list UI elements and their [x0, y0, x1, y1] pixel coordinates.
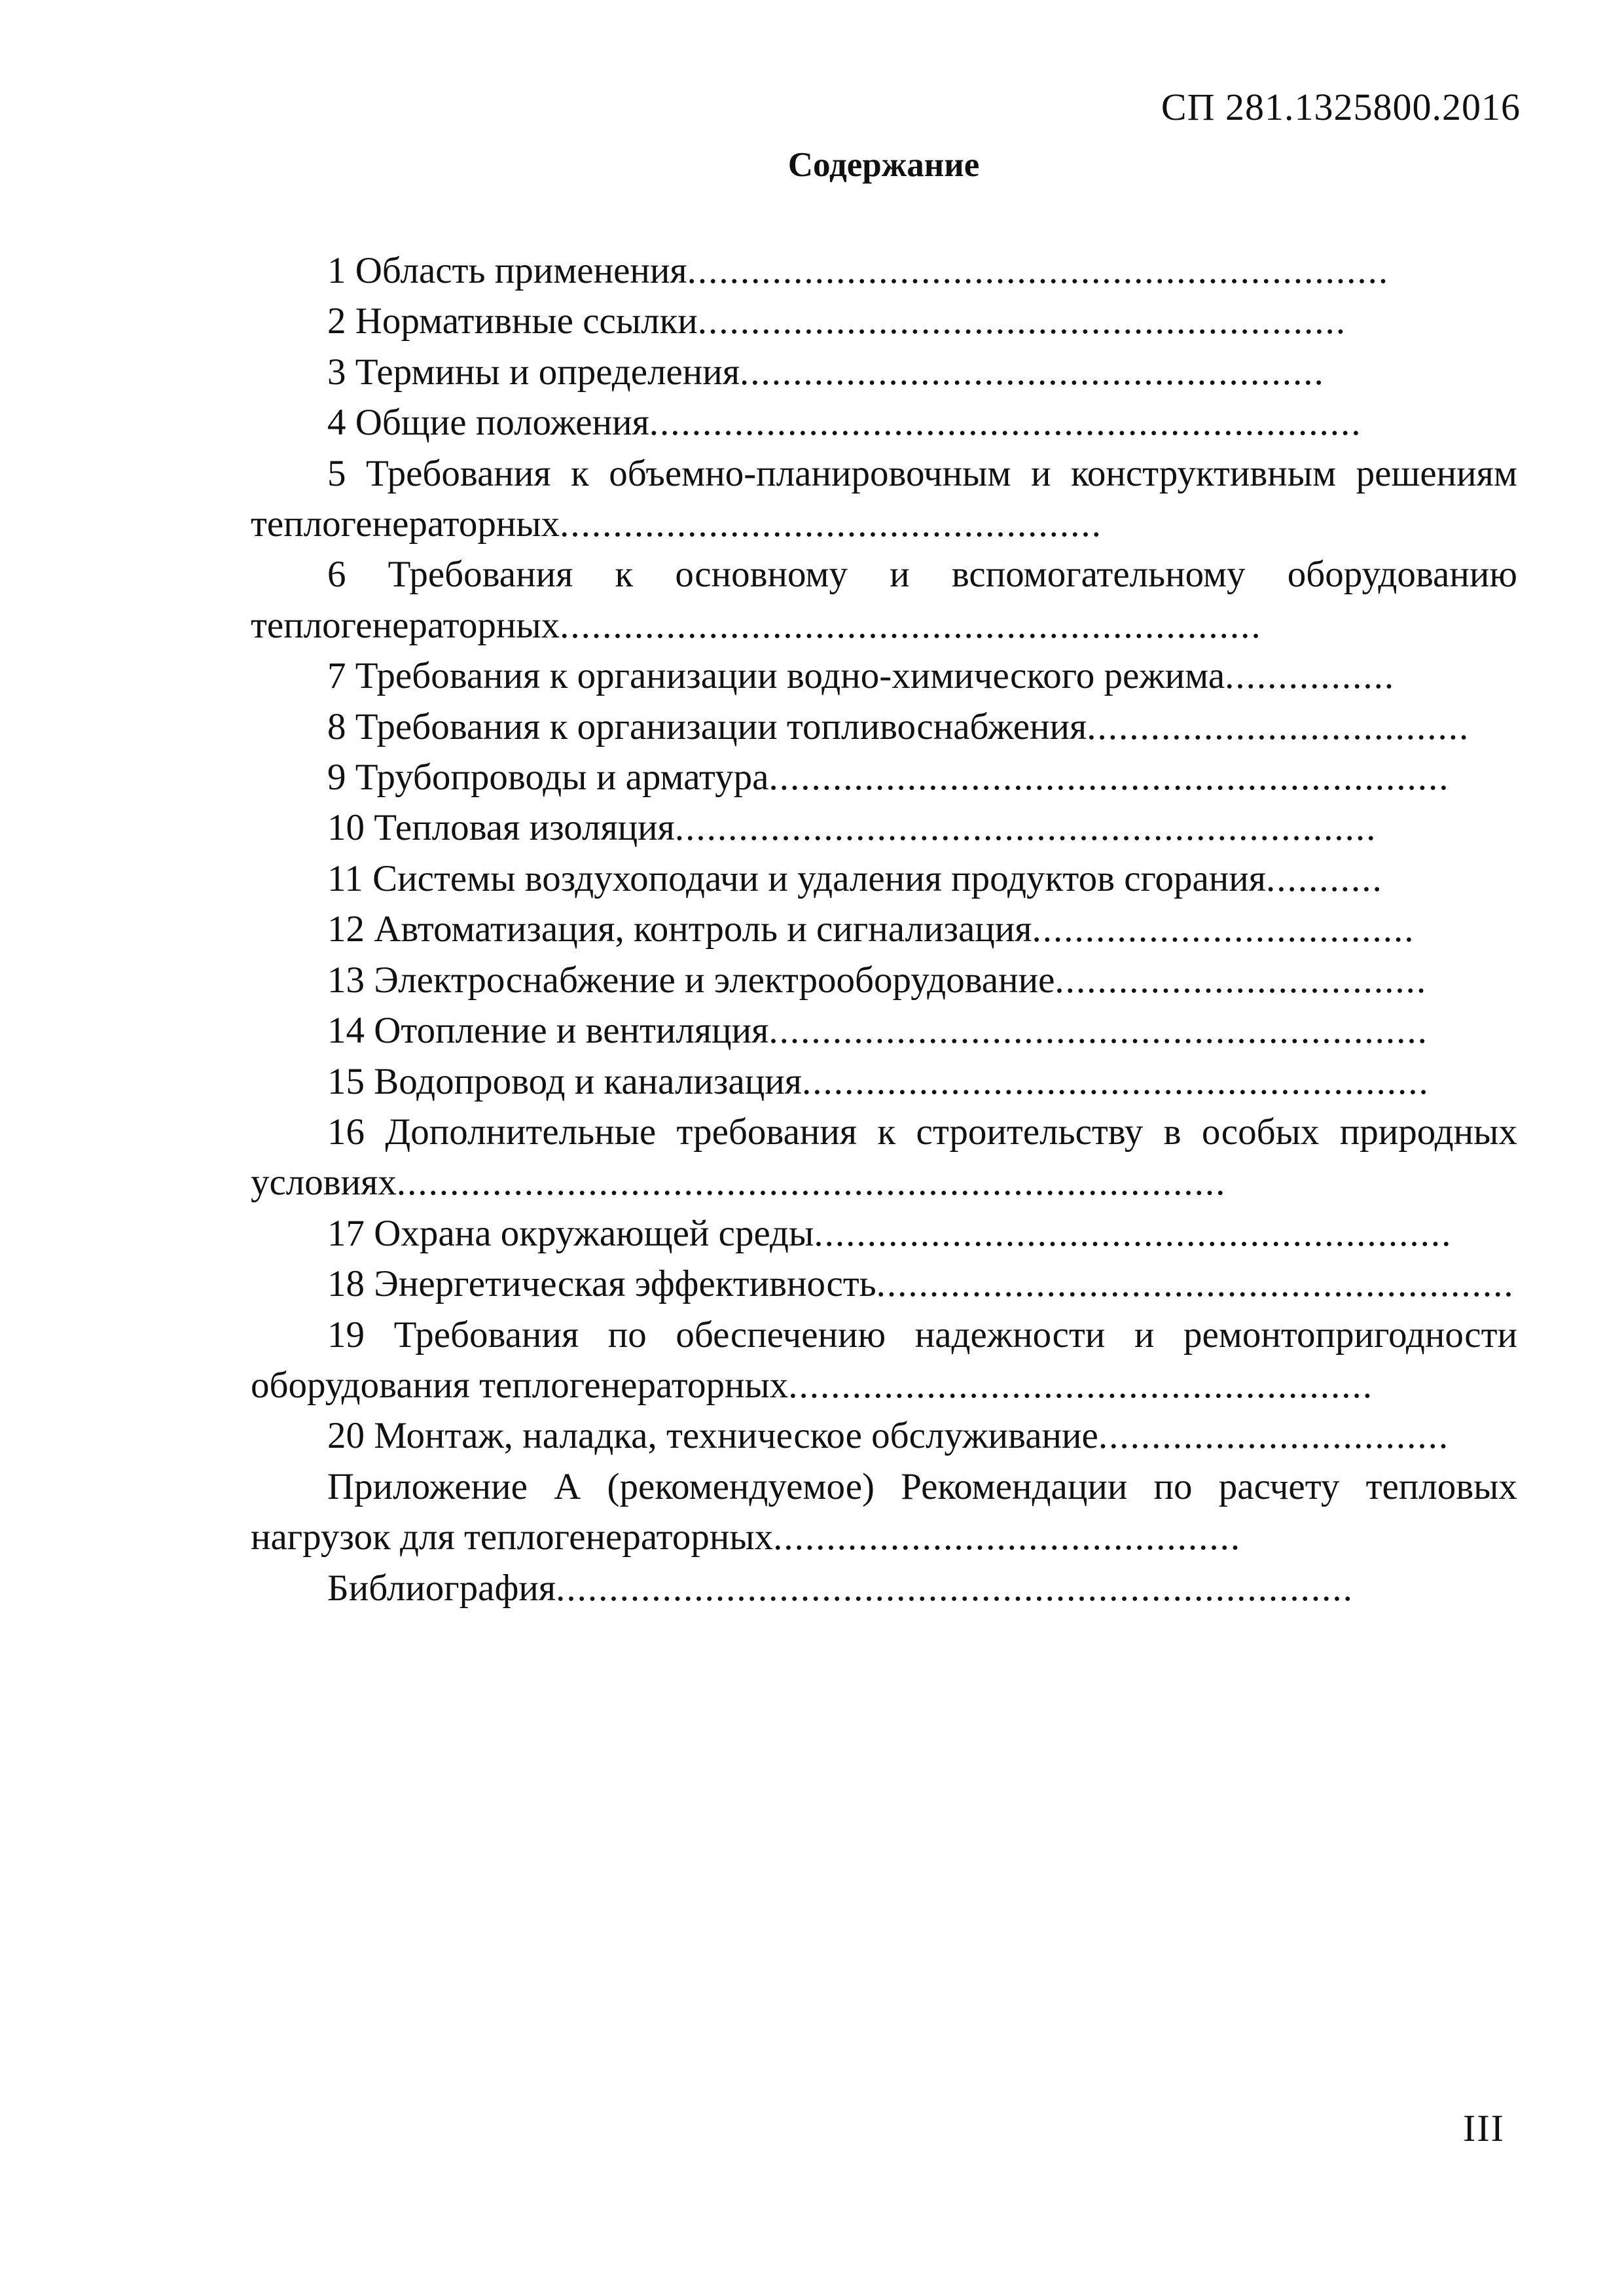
leader-dots: ................................................................... [649, 402, 1362, 444]
toc-item-title [251, 1563, 1517, 1613]
toc-item-title [251, 397, 1517, 448]
toc-item-title [251, 245, 1517, 296]
toc-word: Требования [388, 554, 573, 596]
toc-item-title [251, 702, 1517, 752]
toc-word: Рекомендации [901, 1465, 1128, 1507]
toc-item-title [251, 853, 1517, 904]
toc-item[interactable] [251, 853, 1517, 904]
leader-dots: ................................................................ [768, 757, 1450, 798]
toc-word: 19 [327, 1314, 365, 1355]
toc-item[interactable] [251, 347, 1517, 397]
toc-item-title [251, 802, 1517, 853]
toc-item[interactable] [251, 1259, 1517, 1309]
toc-item-title [251, 1208, 1517, 1259]
toc-word: оборудованию [1287, 554, 1517, 596]
toc-word: особых [1201, 1111, 1320, 1153]
toc-item[interactable] [251, 1107, 1517, 1208]
toc-item-continuation [251, 600, 1517, 651]
toc-word: к [615, 554, 634, 596]
toc-item-text: 17 Охрана окружающей среды [327, 1212, 814, 1254]
leader-dots: .............................................................. [768, 1010, 1428, 1052]
leader-dots: ........................................................................... [556, 1567, 1354, 1609]
toc-item[interactable] [251, 1310, 1517, 1411]
toc-item-title [251, 296, 1517, 346]
toc-word: по [607, 1314, 647, 1355]
toc-item-title [251, 549, 1517, 600]
toc-word: вспомогательному [951, 554, 1246, 596]
leader-dots: ....................................................... [788, 1364, 1374, 1406]
toc-item[interactable] [251, 1462, 1517, 1563]
toc-item[interactable] [251, 1005, 1517, 1056]
toc-item-title [251, 1005, 1517, 1056]
toc-item-title [251, 1107, 1517, 1157]
toc-item[interactable] [251, 1056, 1517, 1107]
document-code: СП 281.1325800.2016 [1161, 86, 1521, 128]
toc-item-title [251, 1310, 1517, 1360]
toc-item-title [251, 1259, 1517, 1309]
toc-item-title [251, 448, 1517, 499]
toc-word: основному [675, 554, 848, 596]
toc-item[interactable] [251, 955, 1517, 1005]
toc-item-title [251, 1056, 1517, 1107]
toc-item-continuation [251, 499, 1517, 549]
toc-word: и [1134, 1314, 1155, 1355]
toc-item[interactable] [251, 752, 1517, 802]
toc-word: решениям [1356, 452, 1517, 494]
toc-word: и [890, 554, 910, 596]
toc-item-text: 20 Монтаж, наладка, техническое обслуживание [327, 1415, 1098, 1457]
toc-word: строительству [916, 1111, 1144, 1153]
toc-continuation-text: оборудования теплогенераторных [251, 1364, 789, 1406]
toc-item-text: 9 Трубопроводы и арматура [327, 757, 769, 798]
toc-item-text: 3 Термины и определения [327, 351, 740, 393]
toc-item-continuation [251, 1360, 1517, 1410]
toc-continuation-text: нагрузок для теплогенераторных [251, 1516, 774, 1558]
toc-word: Приложение [327, 1465, 528, 1507]
toc-word: конструктивным [1071, 452, 1337, 494]
page-title: Содержание [787, 146, 980, 184]
leader-dots: .................................................................. [674, 807, 1377, 849]
toc-word: по [1153, 1465, 1193, 1507]
toc-item-text: 13 Электроснабжение и электрооборудование [327, 959, 1055, 1001]
toc-item[interactable] [251, 651, 1517, 701]
leader-dots: ....................................................... [740, 351, 1325, 393]
toc-word: расчету [1218, 1465, 1340, 1507]
toc-word: 16 [327, 1111, 365, 1153]
toc-item-text: Библиография [327, 1567, 556, 1609]
leader-dots: .................................... [1032, 908, 1415, 950]
toc-item-text: 15 Водопровод и канализация [327, 1060, 802, 1102]
toc-item-title [251, 955, 1517, 1005]
leader-dots: ................ [1225, 655, 1396, 697]
toc-word: и [1031, 452, 1051, 494]
leader-dots: ............................................................ [876, 1263, 1515, 1305]
toc-item-continuation [251, 1512, 1517, 1562]
toc-item-title [251, 1410, 1517, 1461]
leader-dots: ............................................................. [697, 300, 1347, 342]
leader-dots: .................................... [1087, 706, 1470, 747]
toc-item-text: 1 Область применения [327, 250, 687, 291]
toc-item-title [251, 904, 1517, 954]
toc-item-text: 4 Общие положения [327, 402, 649, 444]
leader-dots: ........... [1266, 857, 1383, 899]
toc-word: обеспечению [676, 1314, 886, 1355]
toc-continuation-text: теплогенераторных [251, 503, 560, 545]
leader-dots: ................................. [1098, 1415, 1450, 1457]
toc-word: 6 [327, 554, 346, 596]
toc-item[interactable] [251, 448, 1517, 550]
toc-item[interactable] [251, 1410, 1517, 1461]
toc-item-text: 8 Требования к организации топливоснабжения [327, 706, 1087, 747]
toc-item[interactable] [251, 397, 1517, 448]
toc-item[interactable] [251, 296, 1517, 346]
toc-item[interactable] [251, 549, 1517, 651]
toc-item-title [251, 651, 1517, 701]
leader-dots: ................................................... [560, 503, 1102, 545]
leader-dots: ........................................................... [801, 1060, 1430, 1102]
leader-dots: ................................... [1055, 959, 1428, 1001]
page-number: III [1463, 2107, 1505, 2149]
toc-item-title [251, 1462, 1517, 1512]
table-of-contents [251, 245, 1517, 1613]
toc-item-text: 14 Отопление и вентиляция [327, 1010, 769, 1052]
toc-item[interactable] [251, 802, 1517, 853]
toc-item[interactable] [251, 702, 1517, 752]
toc-item-text: 11 Системы воздухоподачи и удаления продуктов сгорания [327, 857, 1267, 899]
toc-continuation-text: теплогенераторных [251, 604, 560, 646]
toc-word: к [877, 1111, 896, 1153]
toc-word: (рекомендуемое) [607, 1465, 875, 1507]
toc-item-text: 2 Нормативные ссылки [327, 300, 698, 342]
toc-word: Дополнительные [385, 1111, 657, 1153]
toc-item-continuation [251, 1157, 1517, 1208]
toc-item-text: 18 Энергетическая эффективность [327, 1263, 876, 1305]
leader-dots: .................................................................. [687, 250, 1390, 291]
toc-item[interactable] [251, 904, 1517, 954]
toc-item-title [251, 347, 1517, 397]
toc-item-text: 7 Требования к организации водно-химического режима [327, 655, 1225, 697]
toc-word: Требования [393, 1314, 579, 1355]
toc-item[interactable] [251, 1208, 1517, 1259]
toc-word: тепловых [1365, 1465, 1517, 1507]
toc-word: надежности [914, 1314, 1106, 1355]
toc-word: Требования [365, 452, 551, 494]
toc-word: природных [1339, 1111, 1517, 1153]
leader-dots: .................................................................. [560, 604, 1262, 646]
toc-word: в [1163, 1111, 1182, 1153]
toc-item-title [251, 752, 1517, 802]
toc-item-text: 10 Тепловая изоляция [327, 807, 675, 849]
leader-dots: ............................................ [773, 1516, 1242, 1558]
toc-item[interactable] [251, 245, 1517, 296]
toc-word: ремонтопригодности [1183, 1314, 1517, 1355]
toc-word: к [571, 452, 589, 494]
toc-word: требования [676, 1111, 857, 1153]
toc-item-text: 12 Автоматизация, контроль и сигнализация [327, 908, 1032, 950]
toc-word: 5 [327, 452, 346, 494]
toc-item[interactable] [251, 1563, 1517, 1613]
leader-dots: ............................................................ [814, 1212, 1453, 1254]
leader-dots: .............................................................................. [396, 1162, 1227, 1204]
toc-word: объемно-планировочным [609, 452, 1011, 494]
toc-continuation-text: условиях [251, 1162, 397, 1204]
toc-word: А [554, 1465, 581, 1507]
